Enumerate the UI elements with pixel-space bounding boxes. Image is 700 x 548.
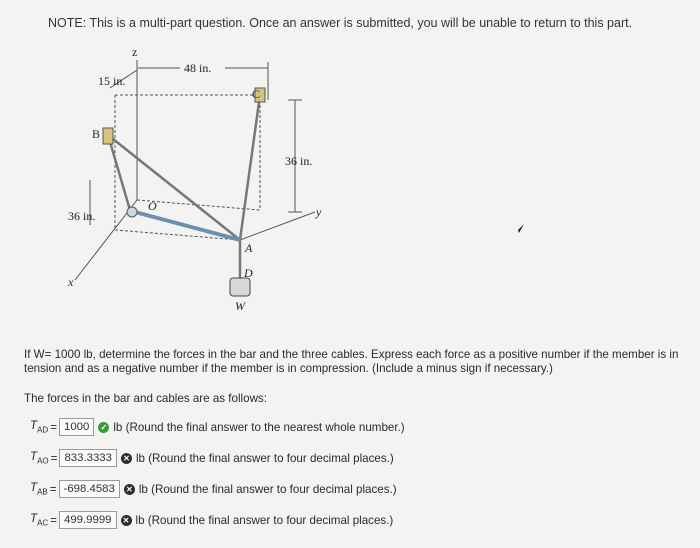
label-o: O [148,199,157,213]
hint-text: lb (Round the final answer to four decimal places.) [135,513,394,527]
check-icon: ✓ [98,422,109,433]
intro-text: The forces in the bar and cables are as follows: [24,392,267,405]
var-label: $T_{AD}$ [30,419,49,435]
answer-input-tao[interactable]: 833.3333 [59,449,117,467]
label-a: A [245,241,253,255]
answer-input-tad[interactable]: 1000 [59,418,94,436]
x-icon: ✕ [121,453,132,464]
answer-row-tab: $T_{AB}$ = -698.4583 ✕ lb (Round the final answer to four decimal places.) [30,481,397,497]
label-36in-right: 36 in. [285,154,313,168]
label-d: D [244,266,253,280]
mouse-cursor-icon [512,222,526,236]
weight-w [230,278,250,296]
x-icon: ✕ [124,484,135,495]
label-w: W [235,299,245,313]
answer-input-tac[interactable]: 499.9999 [59,511,117,529]
label-x: x [68,275,74,289]
label-48in: 48 in. [184,61,212,75]
answer-row-tad: $T_{AD}$ = 1000 ✓ lb (Round the final answer to the nearest whole number.) [30,419,405,435]
var-label: $T_{AC}$ [30,512,49,528]
label-z: z [132,45,138,59]
label-15in: 15 in. [98,74,126,88]
label-36in-left: 36 in. [68,209,96,223]
x-icon: ✕ [121,515,132,526]
cable-ac [240,95,260,240]
hint-text: lb (Round the final answer to the nearest whole number.) [113,420,405,434]
answer-input-tab[interactable]: -698.4583 [59,480,120,498]
hint-text: lb (Round the final answer to four decimal places.) [138,482,397,496]
support-b [103,128,113,144]
label-b: B [92,127,101,141]
var-label: $T_{AO}$ [30,450,49,466]
var-label: $T_{AB}$ [30,481,48,497]
answer-row-tac: $T_{AC}$ = 499.9999 ✕ lb (Round the final answer to four decimal places.) [30,512,394,528]
hint-text: lb (Round the final answer to four decimal places.) [135,451,394,465]
problem-figure [40,40,370,330]
support-o [127,207,137,217]
question-text: If W= 1000 lb, determine the forces in the bar and the three cables. Express each force as a positive number if the member is in tension and as a negative number if the member is in compression. (Include a minus sign if necessary.) [24,348,679,375]
note-text: NOTE: This is a multi-part question. Once an answer is submitted, you will be unable to return to this part. [48,16,633,30]
answer-row-tao: $T_{AO}$ = 833.3333 ✕ lb (Round the final answer to four decimal places.) [30,450,394,466]
label-c: C [252,87,261,101]
y-axis [240,212,315,240]
label-y: y [316,205,322,219]
